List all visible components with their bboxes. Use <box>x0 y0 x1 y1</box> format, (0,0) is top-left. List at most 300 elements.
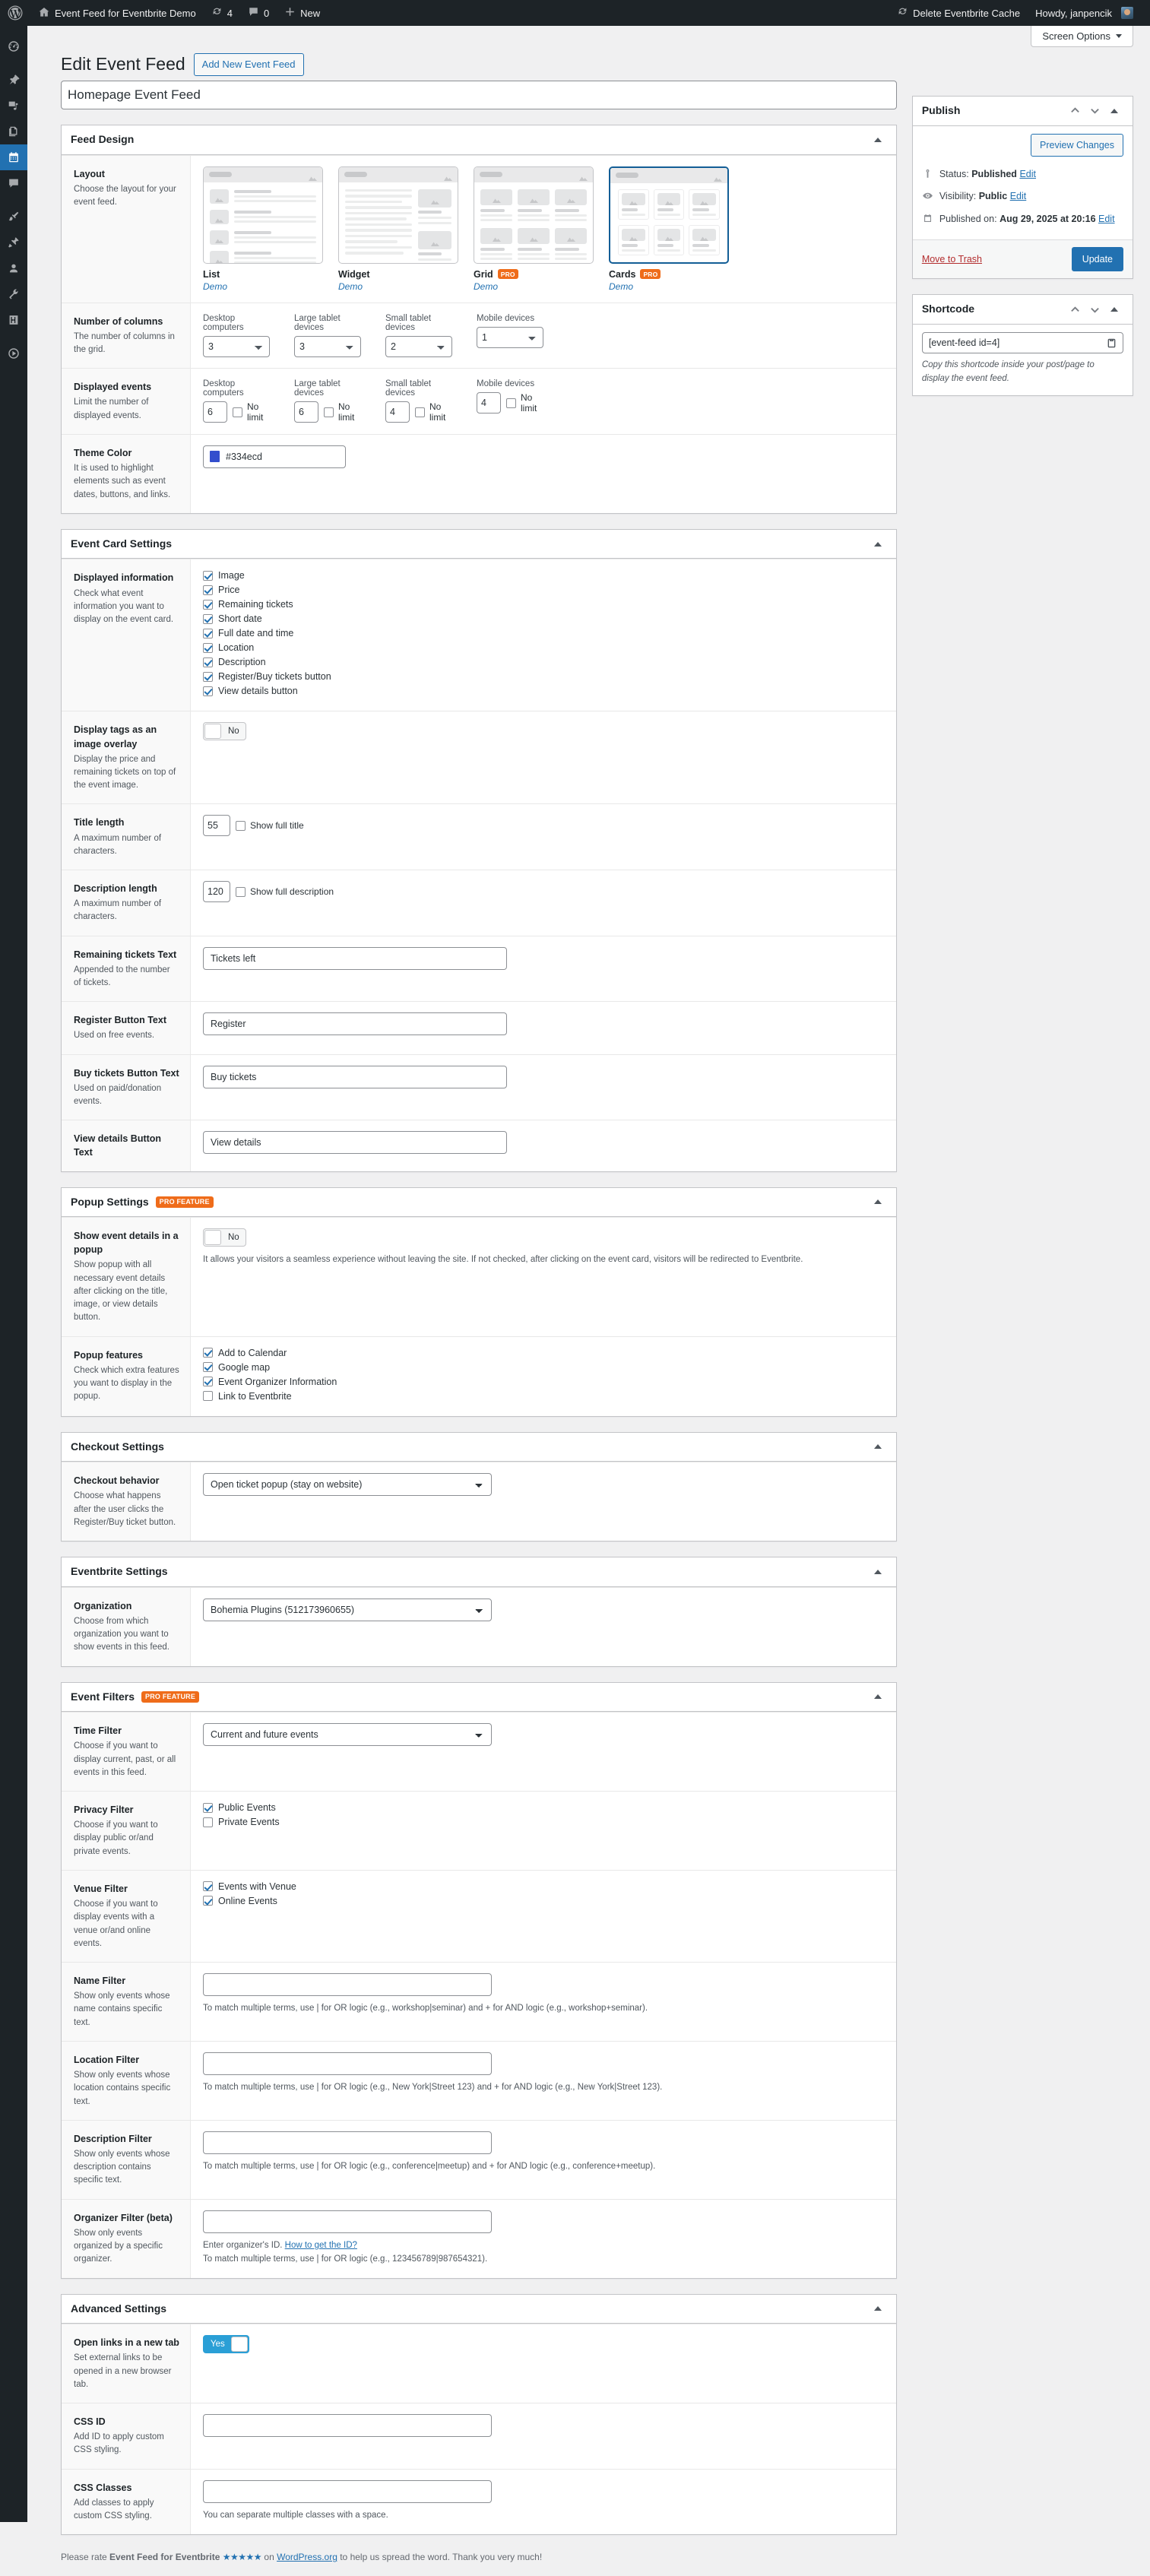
time-filter-desc: Choose if you want to display current, past, or all events in this feed. <box>74 1740 179 1779</box>
post-body-columns <box>27 81 1150 2535</box>
sidebar-item-media[interactable] <box>0 93 27 119</box>
event-card-title: Event Card Settings <box>71 530 172 559</box>
checkbox-item[interactable]: Link to Eventbrite <box>203 1391 884 1402</box>
publish-header <box>913 97 1133 126</box>
toggle-panel-icon[interactable] <box>869 2299 887 2318</box>
sidebar-item-plugins[interactable] <box>0 230 27 255</box>
row-time-filter-label <box>62 1713 191 1791</box>
layout-option-grid[interactable] <box>474 166 609 292</box>
row-tags-overlay-label <box>62 711 191 803</box>
status-label: Status: <box>939 169 969 179</box>
row-venue-filter-label <box>62 1871 191 1962</box>
row-popup-features <box>62 1336 896 1416</box>
show-popup-help: It allows your visitors a seamless experience without leaving the site. If not checked, after clicking on the event card, visitors will be redirected to Eventbrite. <box>203 1253 884 1266</box>
post-title-input[interactable] <box>61 81 897 109</box>
delete-cache-label: Delete Eventbrite Cache <box>913 8 1020 19</box>
organizer-filter-help <box>203 2239 884 2267</box>
checkbox-item[interactable]: Description <box>203 657 884 667</box>
checkbox-item[interactable]: Register/Buy tickets button <box>203 671 884 682</box>
checkbox-icon <box>203 600 213 610</box>
columns-large-tablet <box>294 314 385 357</box>
publish-title: Publish <box>922 97 961 125</box>
sidebar-item-settings[interactable] <box>0 307 27 333</box>
layout-demo-link-grid[interactable]: Demo <box>474 281 597 292</box>
menu-spacer <box>0 333 27 341</box>
description-length-input[interactable] <box>203 881 230 902</box>
edit-visibility-link[interactable]: Edit <box>1010 191 1027 201</box>
event-filters-header <box>62 1683 896 1713</box>
comments-icon <box>7 176 21 190</box>
checkbox-item[interactable]: View details button <box>203 686 884 696</box>
new-tab-desc: Set external links to be opened in a new browser tab. <box>74 2352 179 2391</box>
delete-eventbrite-cache-menu[interactable] <box>889 0 1028 26</box>
updates-menu[interactable] <box>204 0 240 26</box>
displayed-events-large-tablet-input[interactable] <box>294 401 318 423</box>
location-filter-help: To match multiple terms, use | for OR logic (e.g., New York|Street 123) and + for AND logic (e.g., New York|Street 123). <box>203 2080 884 2094</box>
event-card-header <box>62 530 896 559</box>
row-css-classes <box>62 2469 896 2535</box>
checkbox-item[interactable]: Price <box>203 585 884 595</box>
published-on-text <box>939 211 1115 227</box>
tags-overlay-label: Display tags as an image overlay <box>74 723 179 750</box>
comments-count: 0 <box>264 8 269 19</box>
columns-desktop <box>203 314 294 357</box>
tags-overlay-toggle[interactable] <box>203 722 246 740</box>
show-full-description-checkbox[interactable]: Show full description <box>236 886 334 897</box>
new-tab-label: Open links in a new tab <box>74 2336 179 2349</box>
checkbox-icon <box>236 821 246 831</box>
row-tags-overlay-field <box>191 711 896 803</box>
page-wrap <box>27 26 1150 2576</box>
popup-settings-header <box>62 1188 896 1218</box>
sidebar-item-appearance[interactable] <box>0 204 27 230</box>
sidebar-item-dashboard[interactable] <box>0 33 27 59</box>
wordpress-org-link[interactable]: WordPress.org <box>277 2552 337 2562</box>
time-filter-label: Time Filter <box>74 1724 179 1738</box>
layout-name-widget: Widget <box>338 269 462 280</box>
layout-preview-widget <box>338 166 458 264</box>
checkbox-icon <box>203 585 213 595</box>
row-organizer-filter <box>62 2199 896 2278</box>
venue-filter-desc: Choose if you want to display events with a venue or/and online events. <box>74 1898 179 1950</box>
row-description-filter-label <box>62 2121 191 2199</box>
edit-status-link[interactable]: Edit <box>1019 169 1036 179</box>
menu-spacer <box>0 26 27 33</box>
organizer-filter-input[interactable] <box>203 2210 492 2233</box>
row-description-filter-field <box>191 2121 896 2199</box>
organizer-filter-desc: Show only events organized by a specific organizer. <box>74 2227 179 2267</box>
device-label: Small tablet devices <box>385 379 454 398</box>
layout-name-cards: Cards PRO <box>609 269 733 280</box>
row-tags-overlay <box>62 711 896 803</box>
home-icon <box>38 6 50 21</box>
row-location-filter-label <box>62 2042 191 2120</box>
row-theme-color-label <box>62 435 191 513</box>
shortcode-value: [event-feed id=4] <box>929 337 1000 348</box>
description-filter-help: To match multiple terms, use | for OR logic (e.g., conference|meetup) and + for AND logic (e.g., conference+meetup). <box>203 2159 884 2173</box>
css-classes-help: You can separate multiple classes with a space. <box>203 2508 884 2522</box>
visibility-line <box>922 185 1123 208</box>
checkbox-item[interactable]: Private Events <box>203 1817 884 1827</box>
columns-mobile-select[interactable] <box>477 327 543 348</box>
toggle-panel-icon[interactable] <box>869 1563 887 1581</box>
published-value: Aug 29, 2025 at 20:16 <box>1000 214 1095 224</box>
row-columns-field <box>191 303 896 369</box>
advanced-settings-header <box>62 2295 896 2324</box>
sidebar-item-event-feeds[interactable] <box>0 144 27 170</box>
row-organizer-filter-label <box>62 2200 191 2278</box>
move-to-trash-link[interactable]: Move to Trash <box>922 254 982 265</box>
row-new-tab-field <box>191 2324 896 2403</box>
layout-demo-link-list[interactable]: Demo <box>203 281 327 292</box>
media-icon <box>7 99 21 112</box>
admin-footer <box>27 2535 1150 2576</box>
popup-settings-title: Popup Settings <box>71 1188 149 1217</box>
organization-label: Organization <box>74 1599 179 1613</box>
checkbox-item[interactable]: Add to Calendar <box>203 1348 884 1358</box>
row-remaining-tickets-label <box>62 936 191 1002</box>
checkbox-icon <box>203 629 213 638</box>
pin-status-icon <box>922 168 934 180</box>
layout-demo-link-cards[interactable]: Demo <box>609 281 733 292</box>
color-swatch <box>210 451 220 462</box>
checkbox-item[interactable]: Events with Venue <box>203 1881 884 1892</box>
row-view-details-button-label <box>62 1120 191 1171</box>
device-label: Mobile devices <box>477 379 545 388</box>
title-length-label: Title length <box>74 816 179 829</box>
order-higher-icon[interactable] <box>1066 102 1084 120</box>
row-register-button-field <box>191 1002 896 1054</box>
displayed-events-large-tablet <box>294 379 385 423</box>
columns-device-group <box>203 314 884 357</box>
row-css-id-label <box>62 2403 191 2469</box>
site-name-menu[interactable] <box>30 0 204 26</box>
location-filter-label: Location Filter <box>74 2053 179 2067</box>
row-venue-filter <box>62 1870 896 1962</box>
row-remaining-tickets-text <box>62 936 896 1002</box>
no-limit-small-tablet[interactable]: No limit <box>415 401 454 423</box>
checkbox-item[interactable]: Online Events <box>203 1896 884 1906</box>
no-limit-large-tablet[interactable]: No limit <box>324 401 363 423</box>
layout-option-list[interactable] <box>203 166 338 292</box>
show-full-title-checkbox[interactable]: Show full title <box>236 820 304 831</box>
row-title-length <box>62 803 896 870</box>
edit-published-link[interactable]: Edit <box>1098 214 1115 224</box>
panel-handle-actions <box>869 131 887 149</box>
displayed-events-desktop <box>203 379 294 423</box>
row-time-filter <box>62 1712 896 1791</box>
checkout-settings-header <box>62 1433 896 1462</box>
checkbox-item[interactable]: Full date and time <box>203 628 884 638</box>
checkbox-icon <box>203 672 213 682</box>
comments-menu[interactable] <box>240 0 277 26</box>
checkbox-item[interactable]: Image <box>203 570 884 581</box>
title-length-input[interactable] <box>203 815 230 836</box>
remaining-tickets-text-input[interactable] <box>203 947 507 970</box>
row-buy-tickets-button-label <box>62 1055 191 1120</box>
layout-option-cards[interactable] <box>609 166 744 292</box>
popup-settings-panel <box>61 1187 897 1417</box>
row-description-length-label <box>62 870 191 936</box>
toggle-panel-icon[interactable] <box>1105 102 1123 120</box>
description-length-desc: A maximum number of characters. <box>74 898 179 924</box>
row-layout-label <box>62 156 191 303</box>
preview-row <box>922 134 1123 164</box>
my-account-menu[interactable] <box>1028 0 1141 26</box>
row-organization <box>62 1587 896 1666</box>
displayed-events-small-tablet-input[interactable] <box>385 401 410 423</box>
device-label: Desktop computers <box>203 379 271 398</box>
organizer-help-second: To match multiple terms, use | for OR logic (e.g., 123456789|987654321). <box>203 2252 884 2266</box>
updates-icon <box>211 6 223 20</box>
admin-bar <box>0 0 1150 26</box>
description-filter-label: Description Filter <box>74 2132 179 2146</box>
sidebar-item-users[interactable] <box>0 255 27 281</box>
displayed-info-desc: Check what event information you want to display on the event card. <box>74 588 179 627</box>
main-column <box>61 81 897 2535</box>
css-id-input[interactable] <box>203 2414 492 2437</box>
eventbrite-settings-title: Eventbrite Settings <box>71 1557 168 1586</box>
name-filter-label: Name Filter <box>74 1974 179 1988</box>
theme-color-picker[interactable] <box>203 445 346 468</box>
css-id-desc: Add ID to apply custom CSS styling. <box>74 2431 179 2457</box>
toggle-panel-icon[interactable] <box>869 1193 887 1211</box>
row-time-filter-field <box>191 1713 896 1791</box>
popup-features-desc: Check which extra features you want to display in the popup. <box>74 1364 179 1404</box>
open-links-new-tab-toggle[interactable] <box>203 2335 249 2353</box>
checkbox-icon <box>203 1391 213 1401</box>
layout-name-grid: Grid PRO <box>474 269 597 280</box>
organization-select[interactable] <box>203 1599 492 1621</box>
register-button-desc: Used on free events. <box>74 1029 179 1042</box>
displayed-information-checkbox-list <box>191 559 896 711</box>
paintbrush-icon <box>7 210 21 223</box>
checkbox-item[interactable]: Short date <box>203 613 884 624</box>
register-button-text-input[interactable] <box>203 1012 507 1035</box>
checkbox-item[interactable]: Public Events <box>203 1802 884 1813</box>
venue-filter-checkbox-list <box>191 1871 896 1962</box>
row-register-button-label <box>62 1002 191 1054</box>
howdy-label: Howdy, janpencik <box>1035 8 1112 19</box>
new-content-menu[interactable] <box>277 0 328 26</box>
venue-filter-label: Venue Filter <box>74 1882 179 1896</box>
row-view-details-button-field <box>191 1120 896 1171</box>
toggle-panel-icon[interactable] <box>869 131 887 149</box>
page-header <box>27 47 1150 81</box>
columns-label: Number of columns <box>74 315 179 328</box>
pro-badge: PRO <box>498 269 518 279</box>
toggle-knob <box>204 1230 221 1245</box>
wordpress-logo-menu[interactable] <box>0 0 30 26</box>
checkout-settings-title: Checkout Settings <box>71 1433 164 1462</box>
columns-small-tablet-select[interactable] <box>385 336 452 357</box>
row-privacy-filter-label <box>62 1792 191 1870</box>
row-number-of-columns <box>62 303 896 369</box>
layout-option-widget[interactable] <box>338 166 474 292</box>
layout-options <box>203 166 884 292</box>
buy-tickets-button-label: Buy tickets Button Text <box>74 1066 179 1080</box>
register-button-label: Register Button Text <box>74 1013 179 1027</box>
settings-sliders-icon <box>7 313 21 327</box>
description-filter-input[interactable] <box>203 2131 492 2154</box>
copy-icon[interactable] <box>1107 338 1117 348</box>
checkbox-item[interactable]: Event Organizer Information <box>203 1377 884 1387</box>
shortcode-inside <box>913 325 1133 395</box>
layout-demo-link-widget[interactable]: Demo <box>338 281 462 292</box>
shortcode-note: Copy this shortcode inside your post/page to display the event feed. <box>922 359 1123 386</box>
toggle-knob <box>231 2337 248 2352</box>
toggle-value: No <box>222 727 246 736</box>
add-new-event-feed-button[interactable]: Add New Event Feed <box>194 53 304 76</box>
description-length-label: Description length <box>74 882 179 895</box>
row-buy-tickets-button-text <box>62 1054 896 1120</box>
toggle-panel-icon[interactable] <box>869 1687 887 1706</box>
preview-changes-button[interactable]: Preview Changes <box>1031 134 1123 157</box>
checkbox-icon <box>203 1896 213 1906</box>
side-column <box>912 81 1133 396</box>
pin-icon <box>7 73 21 87</box>
sidebar-item-tools[interactable] <box>0 281 27 307</box>
row-show-popup-field <box>191 1218 896 1336</box>
row-organizer-filter-field <box>191 2200 896 2278</box>
row-description-filter <box>62 2120 896 2199</box>
checkbox-item[interactable]: Remaining tickets <box>203 599 884 610</box>
displayed-events-mobile-input[interactable] <box>477 392 501 413</box>
row-css-classes-field <box>191 2470 896 2535</box>
checkbox-icon <box>203 1377 213 1386</box>
status-line <box>922 163 1123 185</box>
checkout-settings-panel <box>61 1432 897 1541</box>
shortcode-handle-actions <box>1066 300 1123 318</box>
row-show-popup <box>62 1217 896 1336</box>
name-filter-input[interactable] <box>203 1973 492 1996</box>
sidebar-item-posts[interactable] <box>0 67 27 93</box>
footer-mid: on <box>261 2552 277 2562</box>
toggle-value: Yes <box>204 2340 230 2349</box>
row-layout-field <box>191 156 896 303</box>
row-buy-tickets-button-field <box>191 1055 896 1120</box>
row-popup-features-label <box>62 1337 191 1416</box>
menu-spacer <box>0 196 27 204</box>
columns-desktop-select[interactable] <box>203 336 270 357</box>
shortcode-field[interactable] <box>922 332 1123 353</box>
location-filter-input[interactable] <box>203 2052 492 2075</box>
published-on-line <box>922 208 1123 230</box>
description-filter-desc: Show only events whose description contains specific text. <box>74 2148 179 2188</box>
checkbox-icon <box>203 571 213 581</box>
eventbrite-settings-panel <box>61 1557 897 1666</box>
checkout-behavior-desc: Choose what happens after the user clicks the Register/Buy ticket button. <box>74 1490 179 1529</box>
organizer-help-prefix: Enter organizer's ID. <box>203 2241 285 2250</box>
order-lower-icon[interactable] <box>1085 102 1104 120</box>
shortcode-panel <box>912 294 1133 395</box>
toggle-panel-icon[interactable] <box>869 535 887 553</box>
pro-badge: PRO <box>640 269 661 279</box>
displayed-info-label: Displayed information <box>74 571 179 585</box>
popup-features-checkbox-list <box>191 1337 896 1416</box>
columns-desc: The number of columns in the grid. <box>74 331 179 357</box>
checkout-behavior-select[interactable] <box>203 1473 492 1496</box>
no-limit-mobile[interactable]: No limit <box>506 392 545 413</box>
layout-name-list: List <box>203 269 327 280</box>
checkbox-item[interactable]: Google map <box>203 1362 884 1373</box>
update-button[interactable]: Update <box>1072 247 1123 272</box>
sidebar-item-pages[interactable] <box>0 119 27 144</box>
show-popup-toggle[interactable] <box>203 1228 246 1247</box>
advanced-settings-panel <box>61 2294 897 2536</box>
order-higher-icon[interactable] <box>1066 300 1084 318</box>
displayed-events-desc: Limit the number of displayed events. <box>74 396 179 423</box>
rating-stars-icon[interactable]: ★★★★★ <box>223 2552 261 2562</box>
shortcode-header <box>913 295 1133 325</box>
row-name-filter-field <box>191 1963 896 2041</box>
displayed-events-desktop-input[interactable] <box>203 401 227 423</box>
row-name-filter-label <box>62 1963 191 2041</box>
row-show-popup-label <box>62 1218 191 1336</box>
checkbox-icon <box>203 614 213 624</box>
sidebar-item-comments[interactable] <box>0 170 27 196</box>
calendar-icon <box>922 213 934 225</box>
buy-tickets-button-text-input[interactable] <box>203 1066 507 1088</box>
row-checkout-behavior <box>62 1462 896 1541</box>
view-details-button-text-input[interactable] <box>203 1131 507 1154</box>
event-filters-title: Event Filters <box>71 1683 135 1712</box>
row-checkout-behavior-label <box>62 1462 191 1541</box>
checkbox-icon <box>203 1362 213 1372</box>
theme-color-value: #334ecd <box>226 452 262 462</box>
row-css-id-field <box>191 2403 896 2469</box>
avatar <box>1121 7 1133 19</box>
time-filter-select[interactable] <box>203 1723 492 1746</box>
site-name-label: Event Feed for Eventbrite Demo <box>55 8 196 19</box>
toggle-panel-icon[interactable] <box>1105 300 1123 318</box>
checkbox-icon <box>203 1881 213 1891</box>
css-classes-input[interactable] <box>203 2480 492 2503</box>
remaining-tickets-desc: Appended to the number of tickets. <box>74 964 179 990</box>
row-displayed-information <box>62 559 896 711</box>
popup-features-label: Popup features <box>74 1348 179 1362</box>
row-register-button-text <box>62 1001 896 1054</box>
visibility-text <box>939 189 1026 204</box>
plus-icon <box>284 6 296 20</box>
published-label: Published on: <box>939 214 997 224</box>
wrench-icon <box>7 287 21 301</box>
screen-options-button[interactable] <box>1031 26 1133 47</box>
title-length-desc: A maximum number of characters. <box>74 832 179 859</box>
eventbrite-settings-header <box>62 1557 896 1587</box>
checkbox-item[interactable]: Location <box>203 642 884 653</box>
toggle-panel-icon[interactable] <box>869 1437 887 1456</box>
how-to-get-id-link[interactable]: How to get the ID? <box>285 2241 357 2250</box>
publish-inside <box>913 126 1133 239</box>
checkbox-icon <box>233 407 242 417</box>
device-label: Large tablet devices <box>294 379 363 398</box>
footer-prefix: Please rate <box>61 2552 109 2562</box>
advanced-settings-title: Advanced Settings <box>71 2295 166 2324</box>
page-title: Edit Event Feed <box>61 53 185 76</box>
checkbox-icon <box>203 657 213 667</box>
layout-desc: Choose the layout for your event feed. <box>74 183 179 210</box>
eye-icon <box>922 190 934 202</box>
columns-large-tablet-select[interactable] <box>294 336 361 357</box>
name-filter-desc: Show only events whose name contains specific text. <box>74 1990 179 2029</box>
columns-small-tablet <box>385 314 477 357</box>
device-label: Small tablet devices <box>385 314 454 332</box>
order-lower-icon[interactable] <box>1085 300 1104 318</box>
sidebar-item-collapse[interactable] <box>0 341 27 366</box>
no-limit-desktop[interactable]: No limit <box>233 401 271 423</box>
wordpress-logo-icon <box>8 5 23 21</box>
